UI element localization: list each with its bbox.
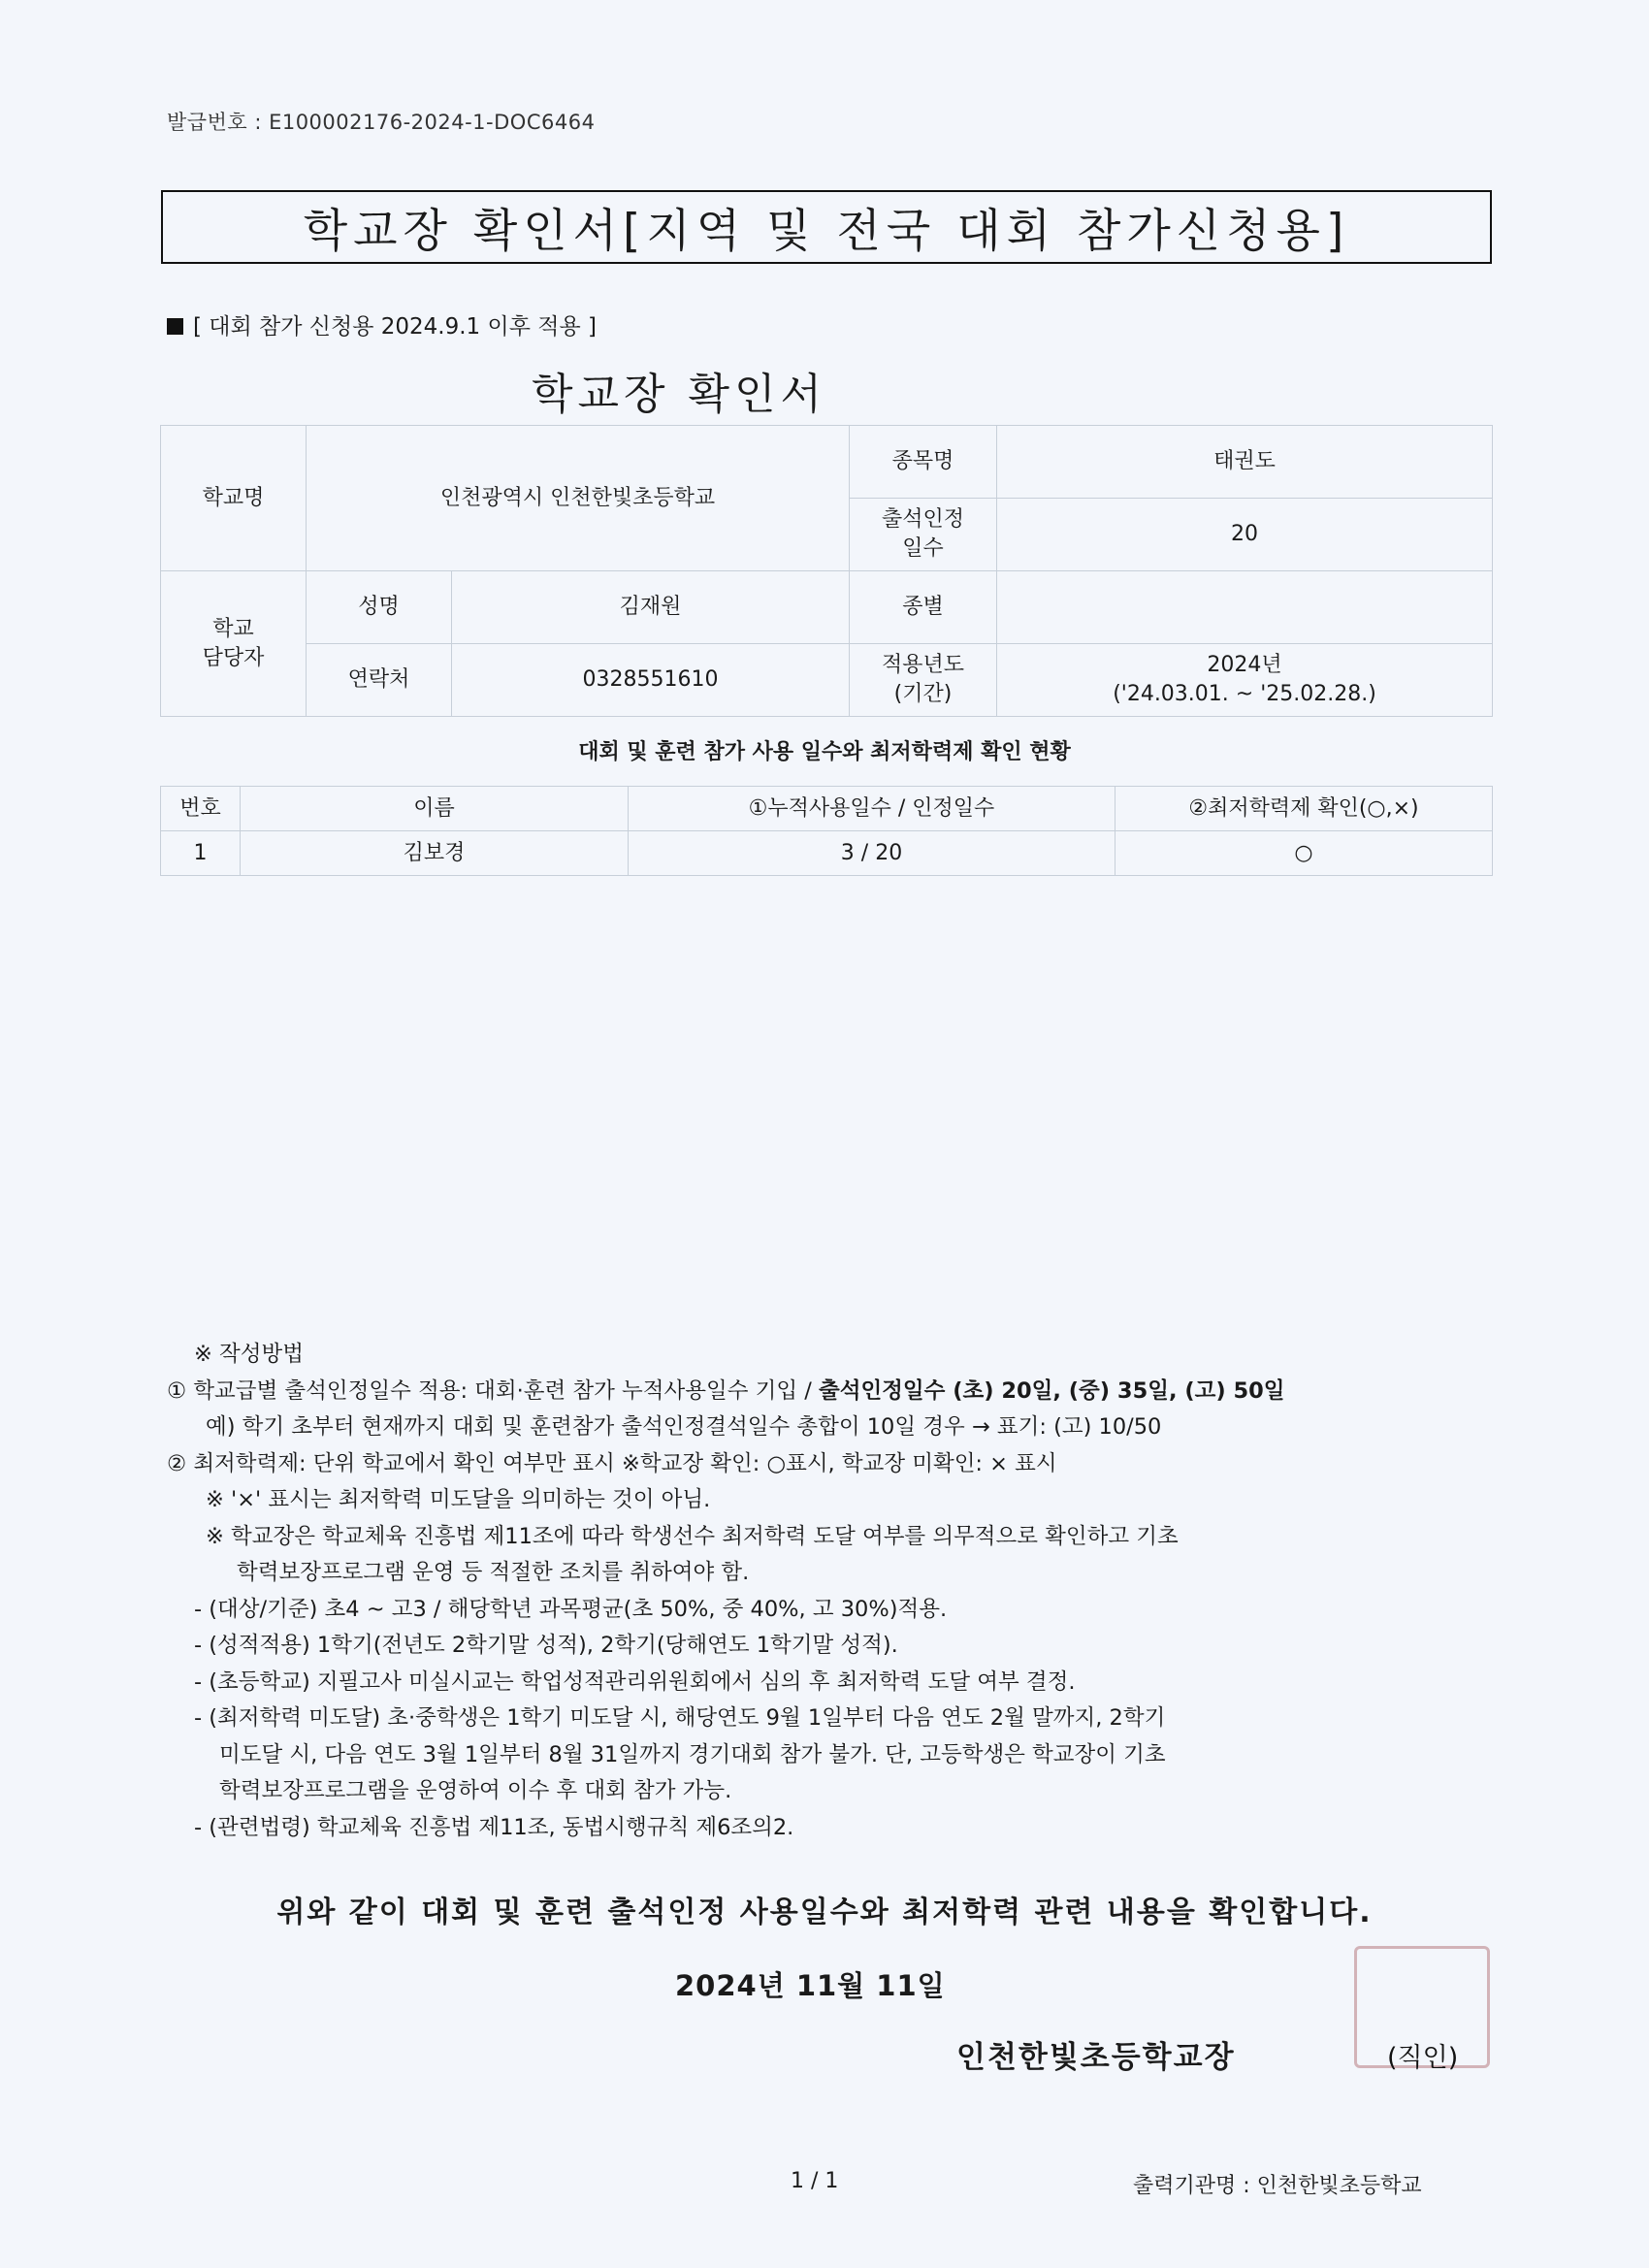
attendance-label: 출석인정 일수 [850,499,997,571]
event-label: 종목명 [850,426,997,499]
document-title: 학교장 확인서[지역 및 전국 대회 참가신청용] [161,190,1492,264]
row-days: 3 / 20 [629,831,1116,876]
instruction-line: - (관련법령) 학교체육 진흥법 제11조, 동법시행규칙 제6조의2. [194,1814,794,1840]
confirm-statement: 위와 같이 대회 및 훈련 출석인정 사용일수와 최저학력 관련 내용을 확인합니다. [276,1895,1373,1929]
document-number: 발급번호 : E100002176-2024-1-DOC6464 [167,111,596,134]
instruction-line: 예) 학기 초부터 현재까지 대회 및 훈련참가 출석인정결석일수 총합이 10일 경우 → 표기: (고) 10/50 [206,1414,1162,1440]
name-label: 성명 [307,571,452,644]
instruction-line: 학력보장프로그램 운영 등 적절한 조치를 취하여야 함. [237,1560,750,1585]
row-name: 김보경 [241,831,629,876]
category-value [997,571,1493,644]
header-days: ①누적사용일수 / 인정일수 [629,787,1116,831]
instruction-line: 미도달 시, 다음 연도 3월 1일부터 8월 31일까지 경기대회 참가 불가. 단, 고등학생은 학교장이 기초 [219,1741,1166,1767]
attendance-value: 20 [997,499,1493,571]
sub-title: 학교장 확인서 [531,370,826,419]
issue-date: 2024년 11월 11일 [675,1969,946,2002]
category-label: 종별 [850,571,997,644]
event-value: 태권도 [997,426,1493,499]
instructions-heading: ※ 작성방법 [194,1342,304,1367]
row-number: 1 [161,831,241,876]
name-value: 김재원 [452,571,850,644]
manager-label: 학교 담당자 [161,571,307,717]
instruction-line: - (대상/기준) 초4 ~ 고3 / 해당학년 과목평균(초 50%, 중 40%, 고 30%)적용. [194,1596,948,1622]
period-value: 2024년 ('24.03.01. ~ '25.02.28.) [997,644,1493,717]
instruction-line: - (초등학교) 지필고사 미실시교는 학업성적관리위원회에서 심의 후 최저학력 도달 여부 결정. [194,1669,1076,1695]
header-name: 이름 [241,787,629,831]
status-table [160,786,1493,876]
info-table [160,425,1493,717]
page-number: 1 / 1 [791,2169,839,2193]
table-row [161,831,1493,876]
instruction-line: ※ 학교장은 학교체육 진흥법 제11조에 따라 학생선수 최저학력 도달 여부를 의무적으로 확인하고 기초 [206,1523,1179,1549]
status-caption: 대회 및 훈련 참가 사용 일수와 최저학력제 확인 현황 [578,740,1071,764]
instruction-line: 학력보장프로그램을 운영하여 이수 후 대회 참가 가능. [219,1778,732,1803]
signer: 인천한빛초등학교장 [956,2040,1236,2075]
output-organization: 출력기관명 : 인천한빛초등학교 [1133,2174,1422,2198]
instruction-line: - (성적적용) 1학기(전년도 2학기말 성적), 2학기(당해연도 1학기말 성적). [194,1633,898,1658]
instruction-line: ※ '×' 표시는 최저학력 미도달을 의미하는 것이 아님. [206,1487,711,1512]
apply-note [167,308,597,340]
instruction-line: - (최저학력 미도달) 초·중학생은 1학기 미도달 시, 해당연도 9월 1일부터 다음 연도 2월 말까지, 2학기 [194,1705,1166,1731]
header-min-academic: ②최저학력제 확인(○,×) [1116,787,1493,831]
table-header-row [161,787,1493,831]
school-label: 학교명 [161,426,307,571]
header-number: 번호 [161,787,241,831]
school-value: 인천광역시 인천한빛초등학교 [307,426,850,571]
contact-value: 0328551610 [452,644,850,717]
seal-label: (직인) [1387,2043,1459,2073]
apply-note-text: [ 대회 참가 신청용 2024.9.1 이후 적용 ] [193,314,597,340]
instructions [167,1337,1525,1846]
instruction-line: ① 학교급별 출석인정일수 적용: 대회·훈련 참가 누적사용일수 기입 / 출석인정일수 (초) 20일, (중) 35일, (고) 50일 [167,1377,1285,1404]
period-label: 적용년도 (기간) [850,644,997,717]
contact-label: 연락처 [307,644,452,717]
square-bullet-icon [167,318,183,335]
instruction-line: ② 최저학력제: 단위 학교에서 확인 여부만 표시 ※학교장 확인: ○표시, 학교장 미확인: × 표시 [167,1450,1057,1476]
row-min-academic: ○ [1116,831,1493,876]
